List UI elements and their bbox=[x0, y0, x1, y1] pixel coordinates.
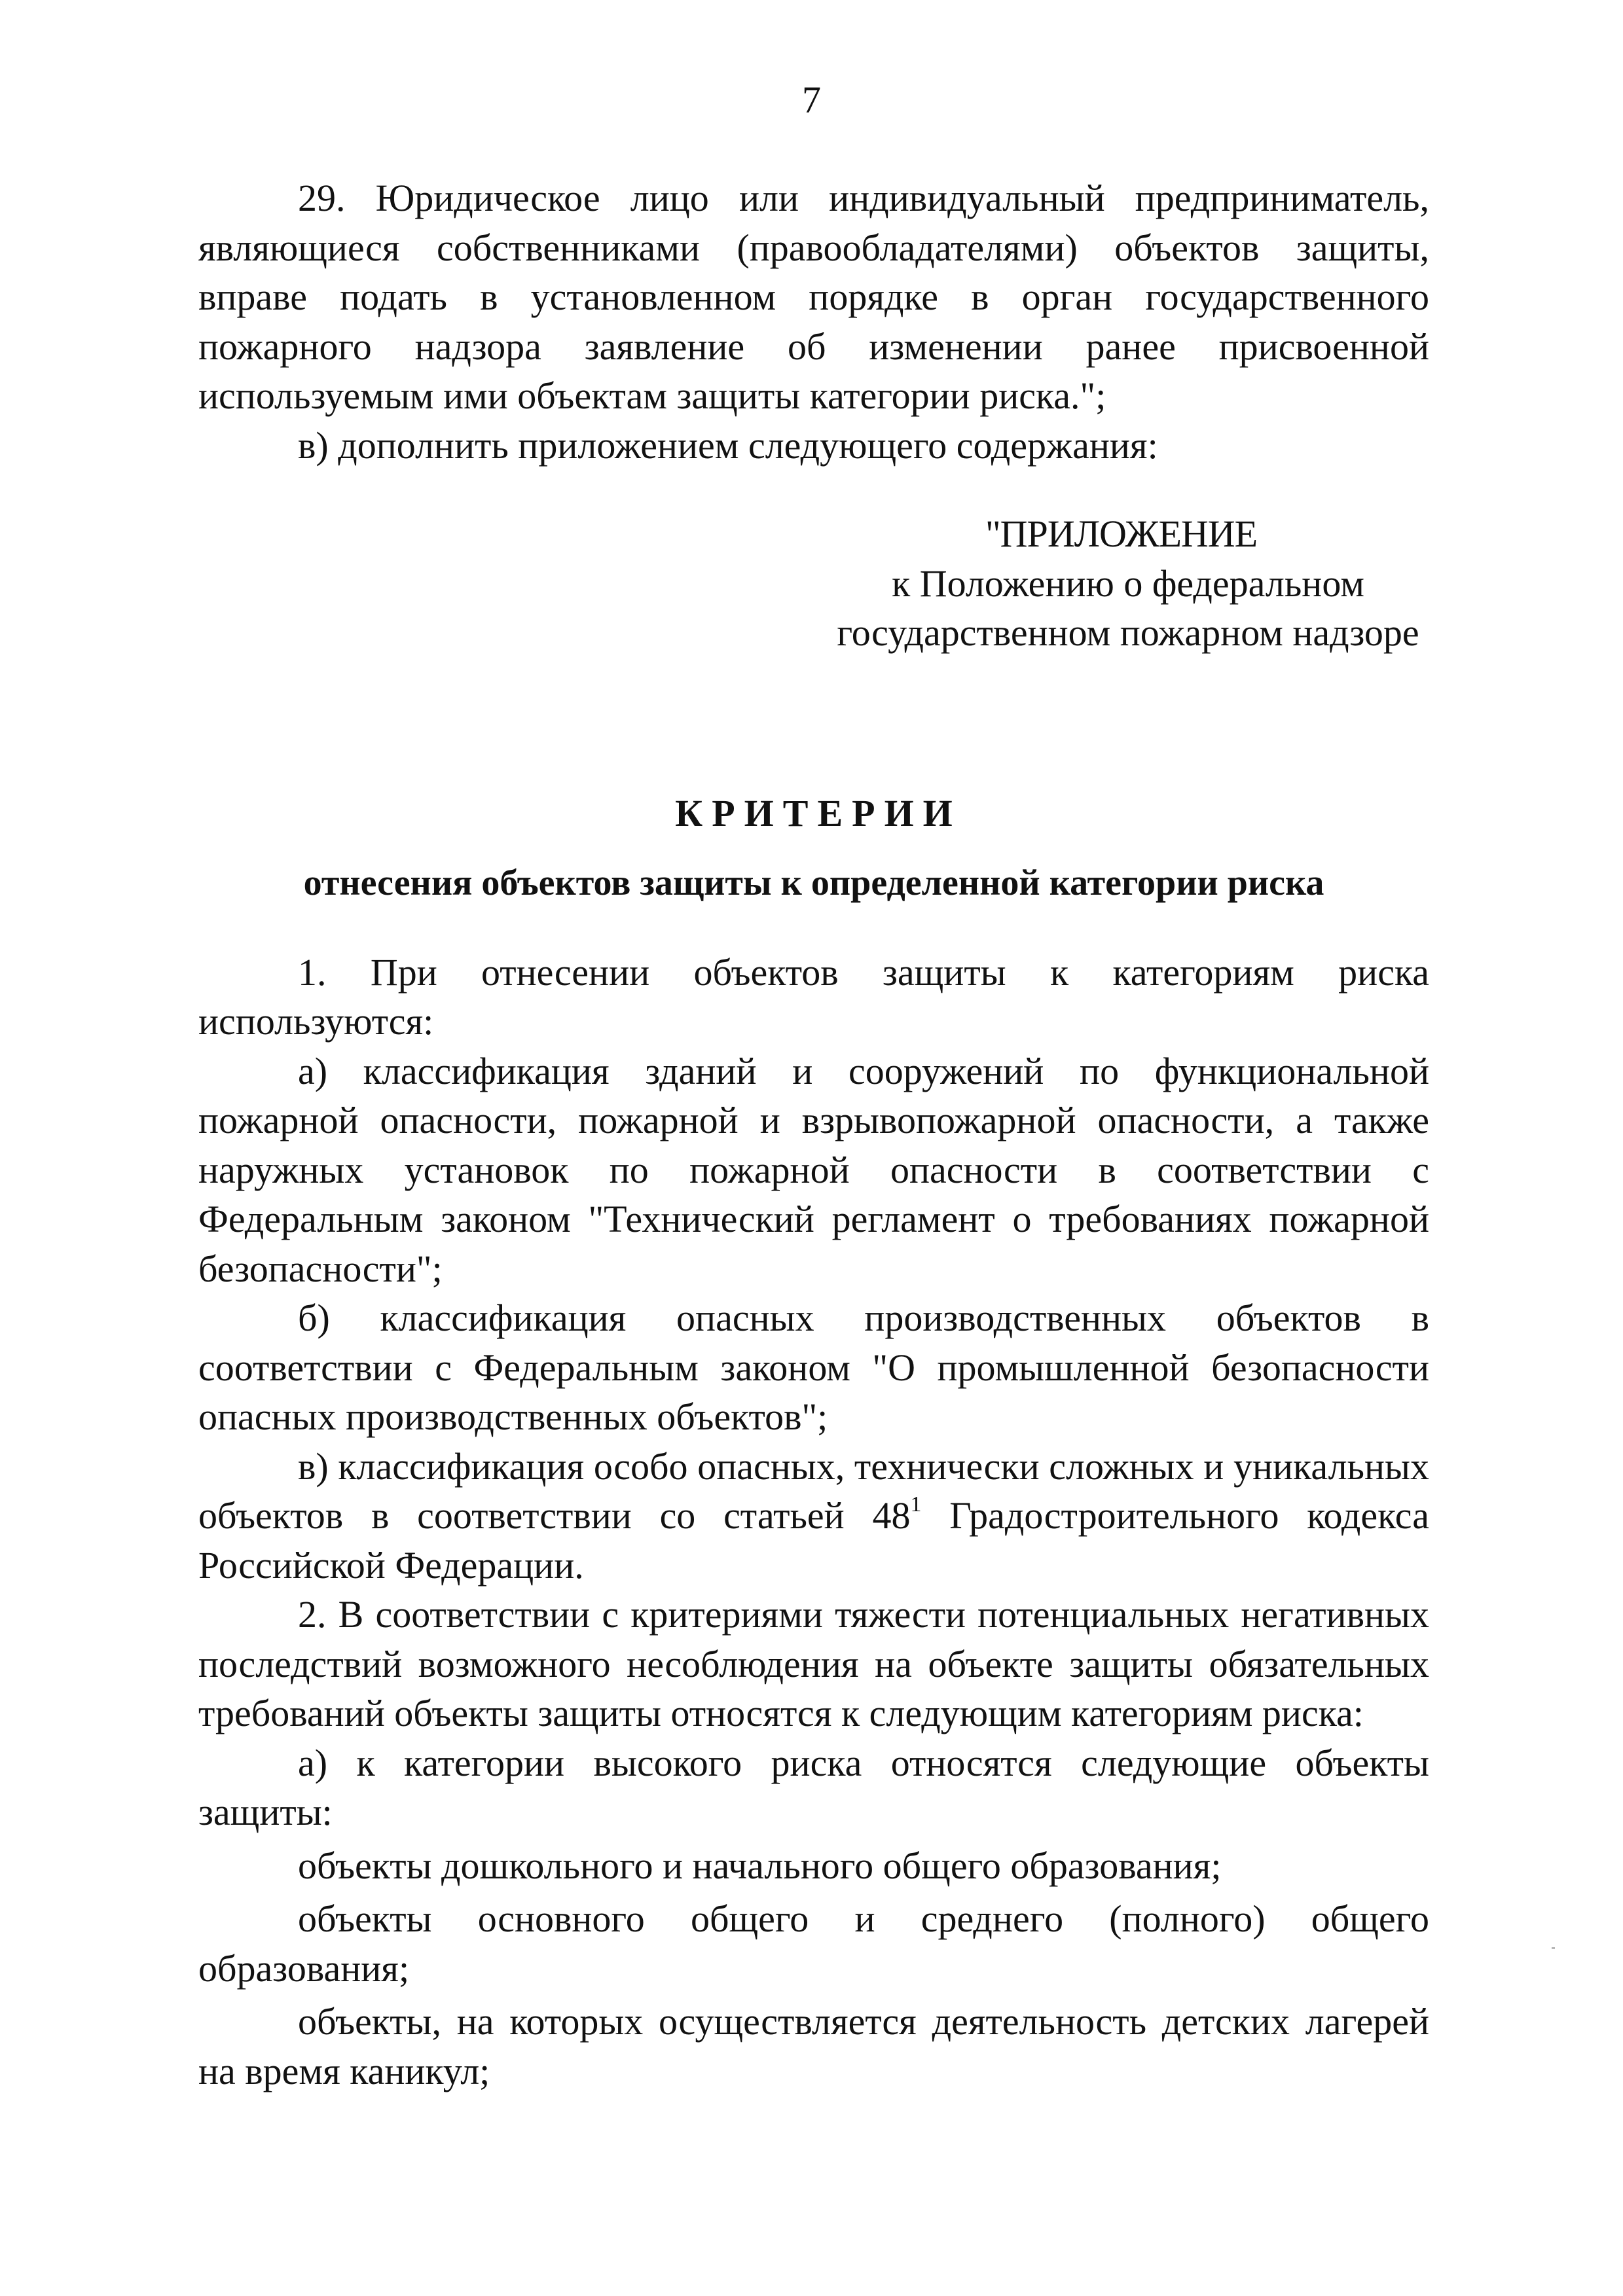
page-number: 7 bbox=[802, 79, 821, 121]
criteria-item-v bbox=[198, 1442, 1429, 1590]
paragraph-amendment-v: в) дополнить приложением следующего содержания: bbox=[298, 423, 1158, 467]
appendix-line-1: к Положению о федеральном bbox=[892, 562, 1364, 605]
criteria-item-v-text: в) классификация особо опасных, технически сложных и уникальных объектов в соответствии со статьей 48 bbox=[198, 1444, 1429, 1537]
article-superscript: 1 bbox=[910, 1492, 922, 1516]
criteria-paragraph-2: 2. В соответствии с критериями тяжести потенциальных негативных последствий возможного несоблюдения на объекте защиты обязательных требований объекты защиты относятся к следующим категориям риска: bbox=[198, 1593, 1429, 1734]
high-risk-intro: а) к категории высокого риска относятся следующие объекты защиты: bbox=[198, 1741, 1429, 1833]
criteria-item-b: б) классификация опасных производственных объектов в соответствии с Федеральным законом "О промышленной безопасности опасных производственных объектов"; bbox=[198, 1297, 1429, 1438]
scan-speck bbox=[1552, 1947, 1555, 1949]
document-body bbox=[198, 173, 1429, 2096]
list-item: объекты основного общего и среднего (полного) общего образования; bbox=[198, 1897, 1429, 1990]
appendix-title: "ПРИЛОЖЕНИЕ bbox=[985, 512, 1258, 555]
criteria-subtitle: отнесения объектов защиты к определенной категории риска bbox=[303, 863, 1324, 903]
criteria-title: КРИТЕРИИ bbox=[675, 791, 962, 834]
criteria-item-a: а) классификация зданий и сооружений по функциональной пожарной опасности, пожарной и взрывопожарной опасности, а также наружных установок по пожарной опасности в соответствии с Федеральным законом "Технический регламент о требованиях пожарной безопасности"; bbox=[198, 1049, 1429, 1290]
list-item: объекты дошкольного и начального общего образования; bbox=[298, 1844, 1222, 1887]
appendix-header bbox=[198, 509, 1429, 658]
criteria-paragraph-1: 1. При отнесении объектов защиты к категориям риска используются: bbox=[198, 950, 1429, 1043]
list-item: объекты, на которых осуществляется деятельность детских лагерей на время каникул; bbox=[198, 2000, 1429, 2092]
paragraph-29: 29. Юридическое лицо или индивидуальный предприниматель, являющиеся собственниками (правообладателями) объектов защиты, вправе подать в установленном порядке в орган государственного пожарного надзора заявление об изменении ранее присвоенной используемым ими объектам защиты категории риска."; bbox=[198, 177, 1429, 417]
appendix-line-2: государственном пожарном надзоре bbox=[837, 611, 1419, 654]
criteria-item-v-tail: Градостроительного кодекса Российской Федерации. bbox=[198, 1494, 1429, 1587]
